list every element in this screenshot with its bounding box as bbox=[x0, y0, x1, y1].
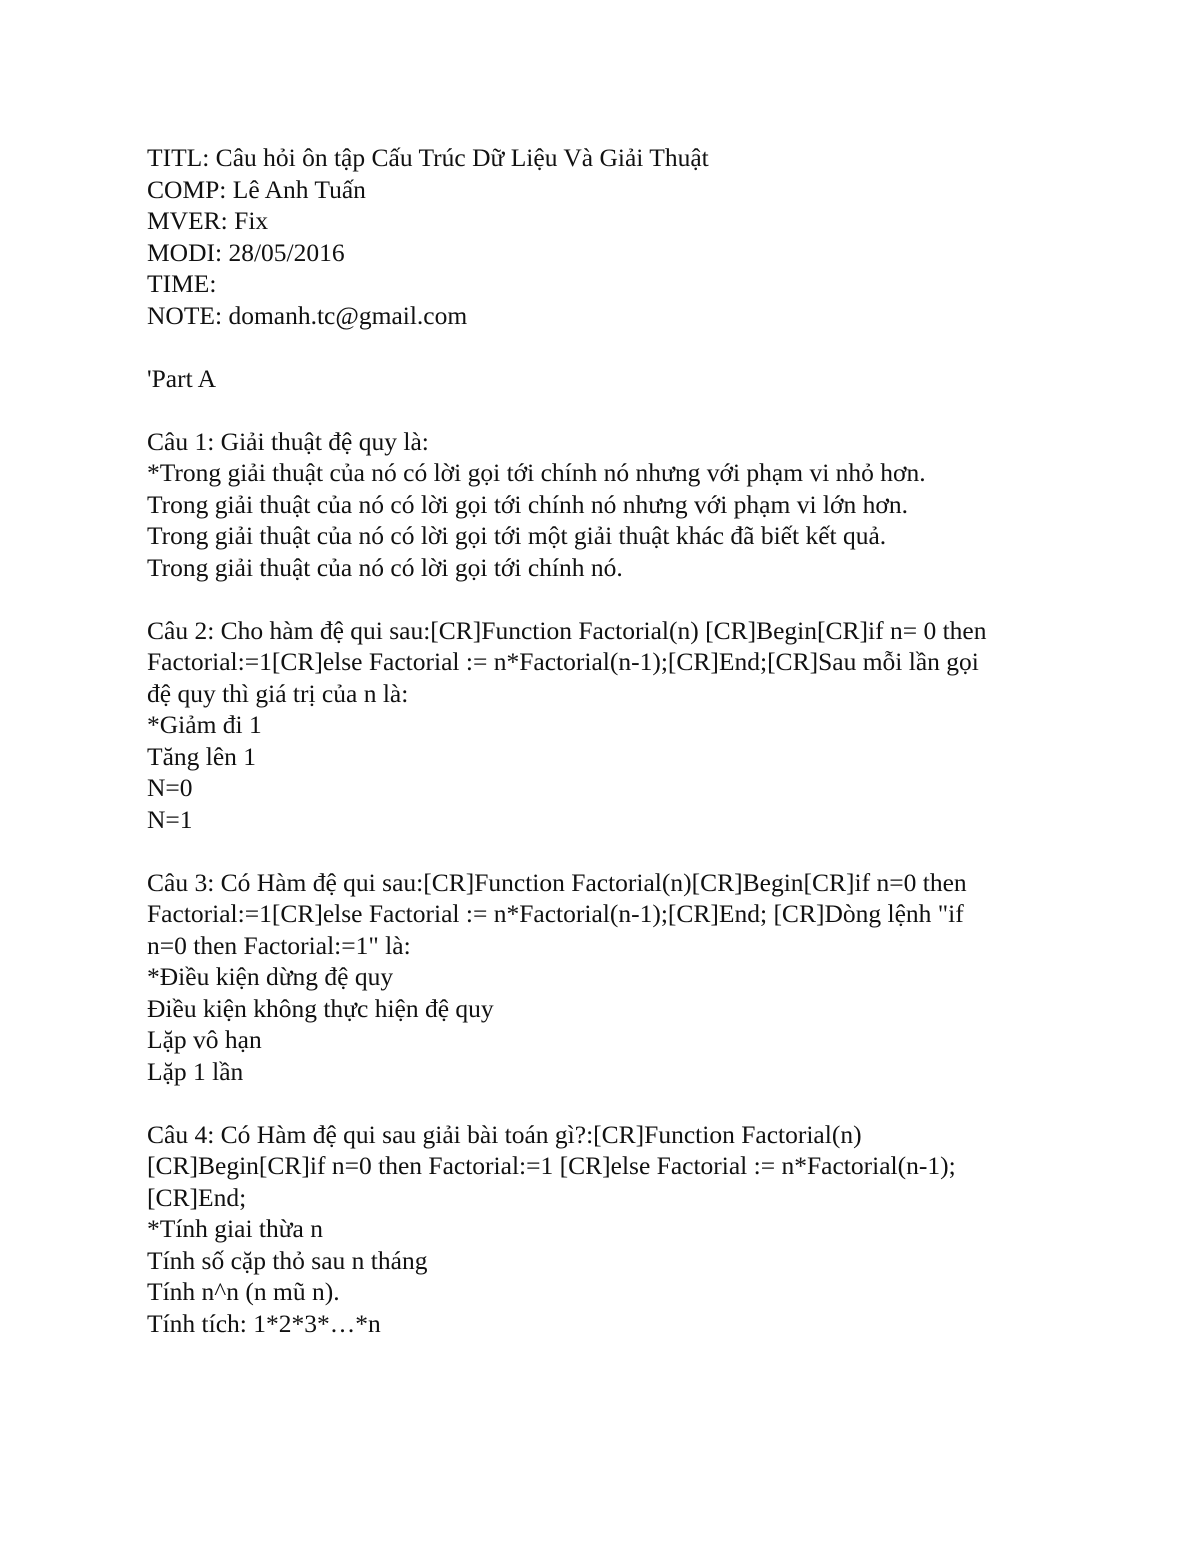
answer-option: *Giảm đi 1 bbox=[147, 710, 262, 739]
time-line: TIME: bbox=[147, 269, 217, 298]
answer-option: Trong giải thuật của nó có lời gọi tới chính nó nhưng với phạm vi lớn hơn. bbox=[147, 489, 908, 519]
spacer bbox=[147, 394, 1067, 426]
spacer bbox=[147, 583, 1067, 615]
question-text-line: Câu 3: Có Hàm đệ qui sau:[CR]Function Factorial(n)[CR]Begin[CR]if n=0 then bbox=[147, 867, 967, 897]
answer-option: Lặp 1 lần bbox=[147, 1056, 244, 1086]
question-text-line: n=0 then Factorial:=1" là: bbox=[147, 930, 411, 960]
answer-option: N=0 bbox=[147, 773, 193, 802]
answer-option: *Tính giai thừa n bbox=[147, 1214, 323, 1243]
question-text-line: Câu 2: Cho hàm đệ qui sau:[CR]Function Factorial(n) [CR]Begin[CR]if n= 0 then bbox=[147, 615, 987, 645]
note-line: NOTE: domanh.tc@gmail.com bbox=[147, 300, 468, 330]
spacer bbox=[147, 835, 1067, 867]
modified-date-line: MODI: 28/05/2016 bbox=[147, 237, 345, 267]
part-heading: 'Part A bbox=[147, 363, 217, 393]
question-block bbox=[147, 615, 1067, 836]
answer-option: Trong giải thuật của nó có lời gọi tới chính nó. bbox=[147, 552, 623, 582]
question-text-line: [CR]End; bbox=[147, 1182, 247, 1212]
spacer bbox=[147, 331, 1067, 363]
question-text-line: Factorial:=1[CR]else Factorial := n*Factorial(n-1);[CR]End; [CR]Dòng lệnh "if bbox=[147, 899, 964, 928]
question-block bbox=[147, 426, 1067, 584]
answer-option: *Điều kiện dừng đệ quy bbox=[147, 962, 394, 991]
document-header bbox=[147, 142, 1067, 331]
answer-option: *Trong giải thuật của nó có lời gọi tới chính nó nhưng với phạm vi nhỏ hơn. bbox=[147, 458, 926, 487]
question-text-line: Factorial:=1[CR]else Factorial := n*Factorial(n-1);[CR]End;[CR]Sau mỗi lần gọi bbox=[147, 647, 979, 676]
document-page bbox=[147, 142, 1067, 1339]
answer-option: Trong giải thuật của nó có lời gọi tới một giải thuật khác đã biết kết quả. bbox=[147, 521, 887, 550]
question-text-line: [CR]Begin[CR]if n=0 then Factorial:=1 [CR]else Factorial := n*Factorial(n-1); bbox=[147, 1151, 956, 1180]
spacer bbox=[147, 1087, 1067, 1119]
question-text-line: Câu 1: Giải thuật đệ quy là: bbox=[147, 426, 429, 456]
version-line: MVER: Fix bbox=[147, 206, 269, 235]
question-text-line: Câu 4: Có Hàm đệ qui sau giải bài toán gì?:[CR]Function Factorial(n) bbox=[147, 1119, 862, 1149]
answer-option: Tính n^n (n mũ n). bbox=[147, 1277, 340, 1306]
answer-option: Tính tích: 1*2*3*…*n bbox=[147, 1308, 381, 1338]
title-line: TITL: Câu hỏi ôn tập Cấu Trúc Dữ Liệu Và Giải Thuật bbox=[147, 143, 709, 172]
question-list bbox=[147, 394, 1067, 1339]
answer-option: Tăng lên 1 bbox=[147, 741, 257, 771]
question-text-line: đệ quy thì giá trị của n là: bbox=[147, 678, 409, 708]
answer-option: Điều kiện không thực hiện đệ quy bbox=[147, 993, 494, 1023]
question-block bbox=[147, 1119, 1067, 1340]
question-block bbox=[147, 867, 1067, 1088]
answer-option: N=1 bbox=[147, 804, 193, 834]
author-line: COMP: Lê Anh Tuấn bbox=[147, 174, 366, 204]
answer-option: Tính số cặp thỏ sau n tháng bbox=[147, 1245, 428, 1275]
answer-option: Lặp vô hạn bbox=[147, 1025, 262, 1054]
